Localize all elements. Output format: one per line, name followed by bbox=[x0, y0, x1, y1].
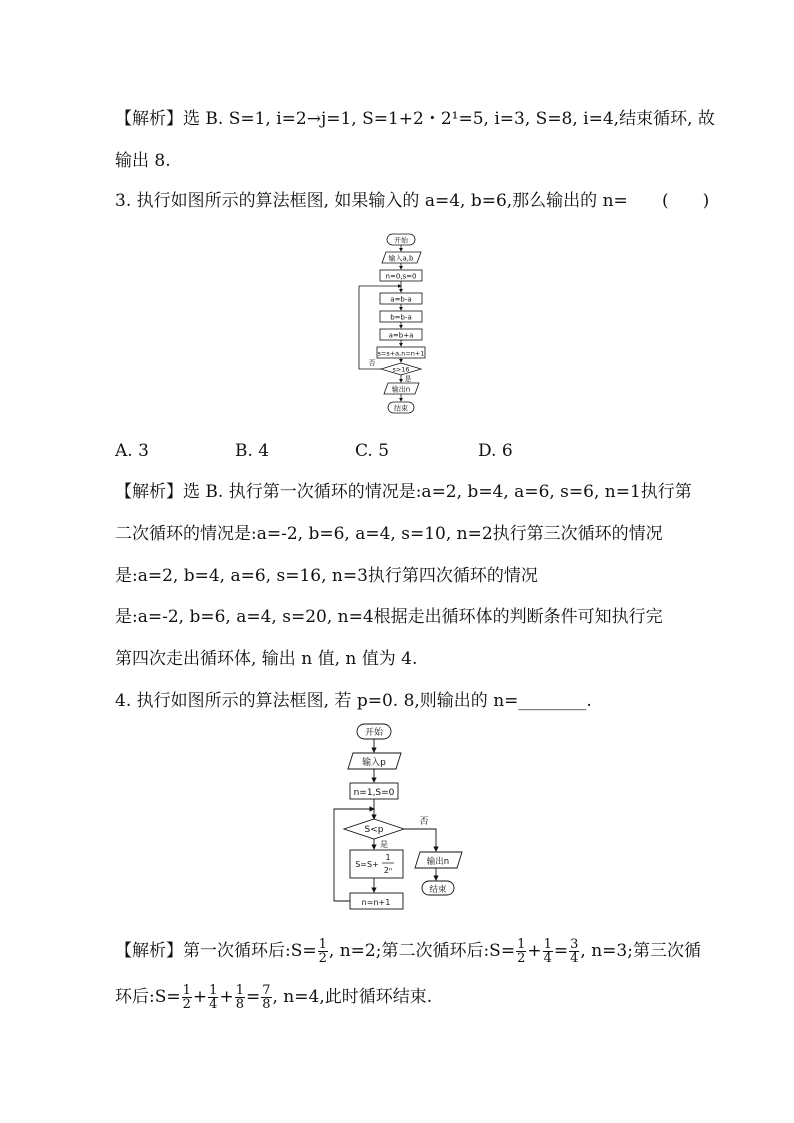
q3-start-label: 开始 bbox=[394, 236, 408, 245]
q4-stem: 4. 执行如图所示的算法框图, 若 p=0. 8,则输出的 n=________. bbox=[115, 691, 592, 711]
fraction-num: 1 bbox=[517, 937, 526, 952]
q3-option-c: C. 5 bbox=[355, 441, 390, 461]
q4-yes-label: 是 bbox=[380, 840, 388, 849]
fraction-den: 8 bbox=[262, 997, 271, 1012]
q4-incr-label: n=n+1 bbox=[361, 898, 391, 907]
q3-flowchart bbox=[350, 230, 450, 420]
q3-analysis-line-3: 是:a=2, b=4, a=6, s=16, n=3执行第四次循环的情况 bbox=[115, 566, 538, 586]
fraction bbox=[182, 984, 192, 1011]
plus-sign: + bbox=[192, 987, 208, 1007]
q3-step3-label: a=b+a bbox=[388, 331, 414, 340]
q3-no-label: 否 bbox=[368, 359, 376, 367]
q4-update-prefix: S=S+ bbox=[355, 860, 379, 869]
q4-analysis-text: 环后:S= bbox=[115, 987, 181, 1007]
fraction bbox=[318, 938, 328, 965]
fraction bbox=[569, 938, 579, 965]
fraction bbox=[261, 984, 271, 1011]
q4-analysis-text: , n=2;第二次循环后:S= bbox=[328, 941, 516, 961]
q4-update-den: 2ⁿ bbox=[383, 866, 393, 875]
fraction-num: 3 bbox=[570, 937, 579, 952]
fraction-den: 4 bbox=[543, 951, 552, 966]
fraction bbox=[235, 984, 245, 1011]
q3-option-d: D. 6 bbox=[478, 441, 513, 461]
q4-condition-label: S<p bbox=[364, 825, 384, 835]
analysis-1-line-1: 【解析】选 B. S=1, i=2→j=1, S=1+2・2¹=5, i=3, S=8, i=4,结束循环, 故 bbox=[115, 109, 715, 129]
plus-sign: + bbox=[219, 987, 234, 1007]
fraction-num: 1 bbox=[235, 983, 244, 998]
q4-output-label: 输出n bbox=[426, 857, 450, 867]
q4-no-label: 否 bbox=[419, 817, 429, 827]
q3-analysis-line-1: 【解析】选 B. 执行第一次循环的情况是:a=2, b=4, a=6, s=6, n=1执行第 bbox=[115, 482, 692, 502]
q4-analysis-text: , n=3;第三次循 bbox=[580, 941, 701, 961]
q4-start-label: 开始 bbox=[364, 728, 384, 738]
q4-end-label: 结束 bbox=[429, 885, 447, 895]
plus-sign: + bbox=[527, 941, 542, 961]
q4-update-num: 1 bbox=[385, 853, 391, 862]
fraction-den: 2 bbox=[517, 951, 526, 966]
q4-init-label: n=1,S=0 bbox=[353, 788, 395, 798]
fraction-den: 8 bbox=[235, 997, 244, 1012]
fraction bbox=[208, 984, 218, 1011]
analysis-1-line-2: 输出 8. bbox=[115, 151, 171, 171]
q4-analysis-line-1 bbox=[115, 938, 701, 965]
fraction-num: 1 bbox=[182, 983, 191, 998]
fraction-num: 1 bbox=[318, 937, 327, 952]
equals-sign: = bbox=[245, 987, 261, 1007]
q3-condition-label: s>16 bbox=[392, 365, 410, 374]
q3-analysis-line-4: 是:a=-2, b=6, a=4, s=20, n=4根据走出循环体的判断条件可知执行完 bbox=[115, 607, 663, 627]
q3-step1-label: a=b-a bbox=[390, 295, 412, 304]
q3-input-label: 输入a,b bbox=[388, 254, 414, 263]
q3-answer-paren: ( ) bbox=[662, 191, 710, 211]
fraction-den: 2 bbox=[182, 997, 191, 1012]
fraction-den: 4 bbox=[209, 997, 218, 1012]
q4-analysis-line-2 bbox=[115, 984, 432, 1011]
q3-analysis-line-2: 二次循环的情况是:a=-2, b=6, a=4, s=10, n=2执行第三次循环的情况 bbox=[115, 524, 663, 544]
q3-output-label: 输出n bbox=[391, 385, 411, 394]
q3-end-label: 结束 bbox=[394, 404, 408, 413]
q3-step4-label: s=s+a,n=n+1 bbox=[377, 349, 425, 358]
q3-yes-label: 是 bbox=[404, 375, 412, 383]
q3-step2-label: b=b-a bbox=[390, 313, 412, 322]
q3-stem: 3. 执行如图所示的算法框图, 如果输入的 a=4, b=6,那么输出的 n= bbox=[115, 191, 628, 211]
q3-init-label: n=0,s=0 bbox=[385, 272, 417, 281]
fraction-num: 1 bbox=[209, 983, 218, 998]
fraction-den: 4 bbox=[570, 951, 579, 966]
fraction-num: 7 bbox=[262, 983, 271, 998]
q3-option-b: B. 4 bbox=[235, 441, 270, 461]
equals-sign: = bbox=[553, 941, 569, 961]
fraction-num: 1 bbox=[543, 937, 552, 952]
q4-flowchart bbox=[320, 718, 480, 918]
fraction bbox=[516, 938, 526, 965]
fraction-den: 2 bbox=[318, 951, 327, 966]
q4-input-label: 输入p bbox=[362, 758, 386, 768]
q3-analysis-line-5: 第四次走出循环体, 输出 n 值, n 值为 4. bbox=[115, 649, 418, 669]
q4-analysis-text: , n=4,此时循环结束. bbox=[272, 987, 433, 1007]
q3-option-a: A. 3 bbox=[115, 441, 149, 461]
fraction bbox=[543, 938, 553, 965]
q4-analysis-text: 【解析】第一次循环后:S= bbox=[115, 941, 317, 961]
